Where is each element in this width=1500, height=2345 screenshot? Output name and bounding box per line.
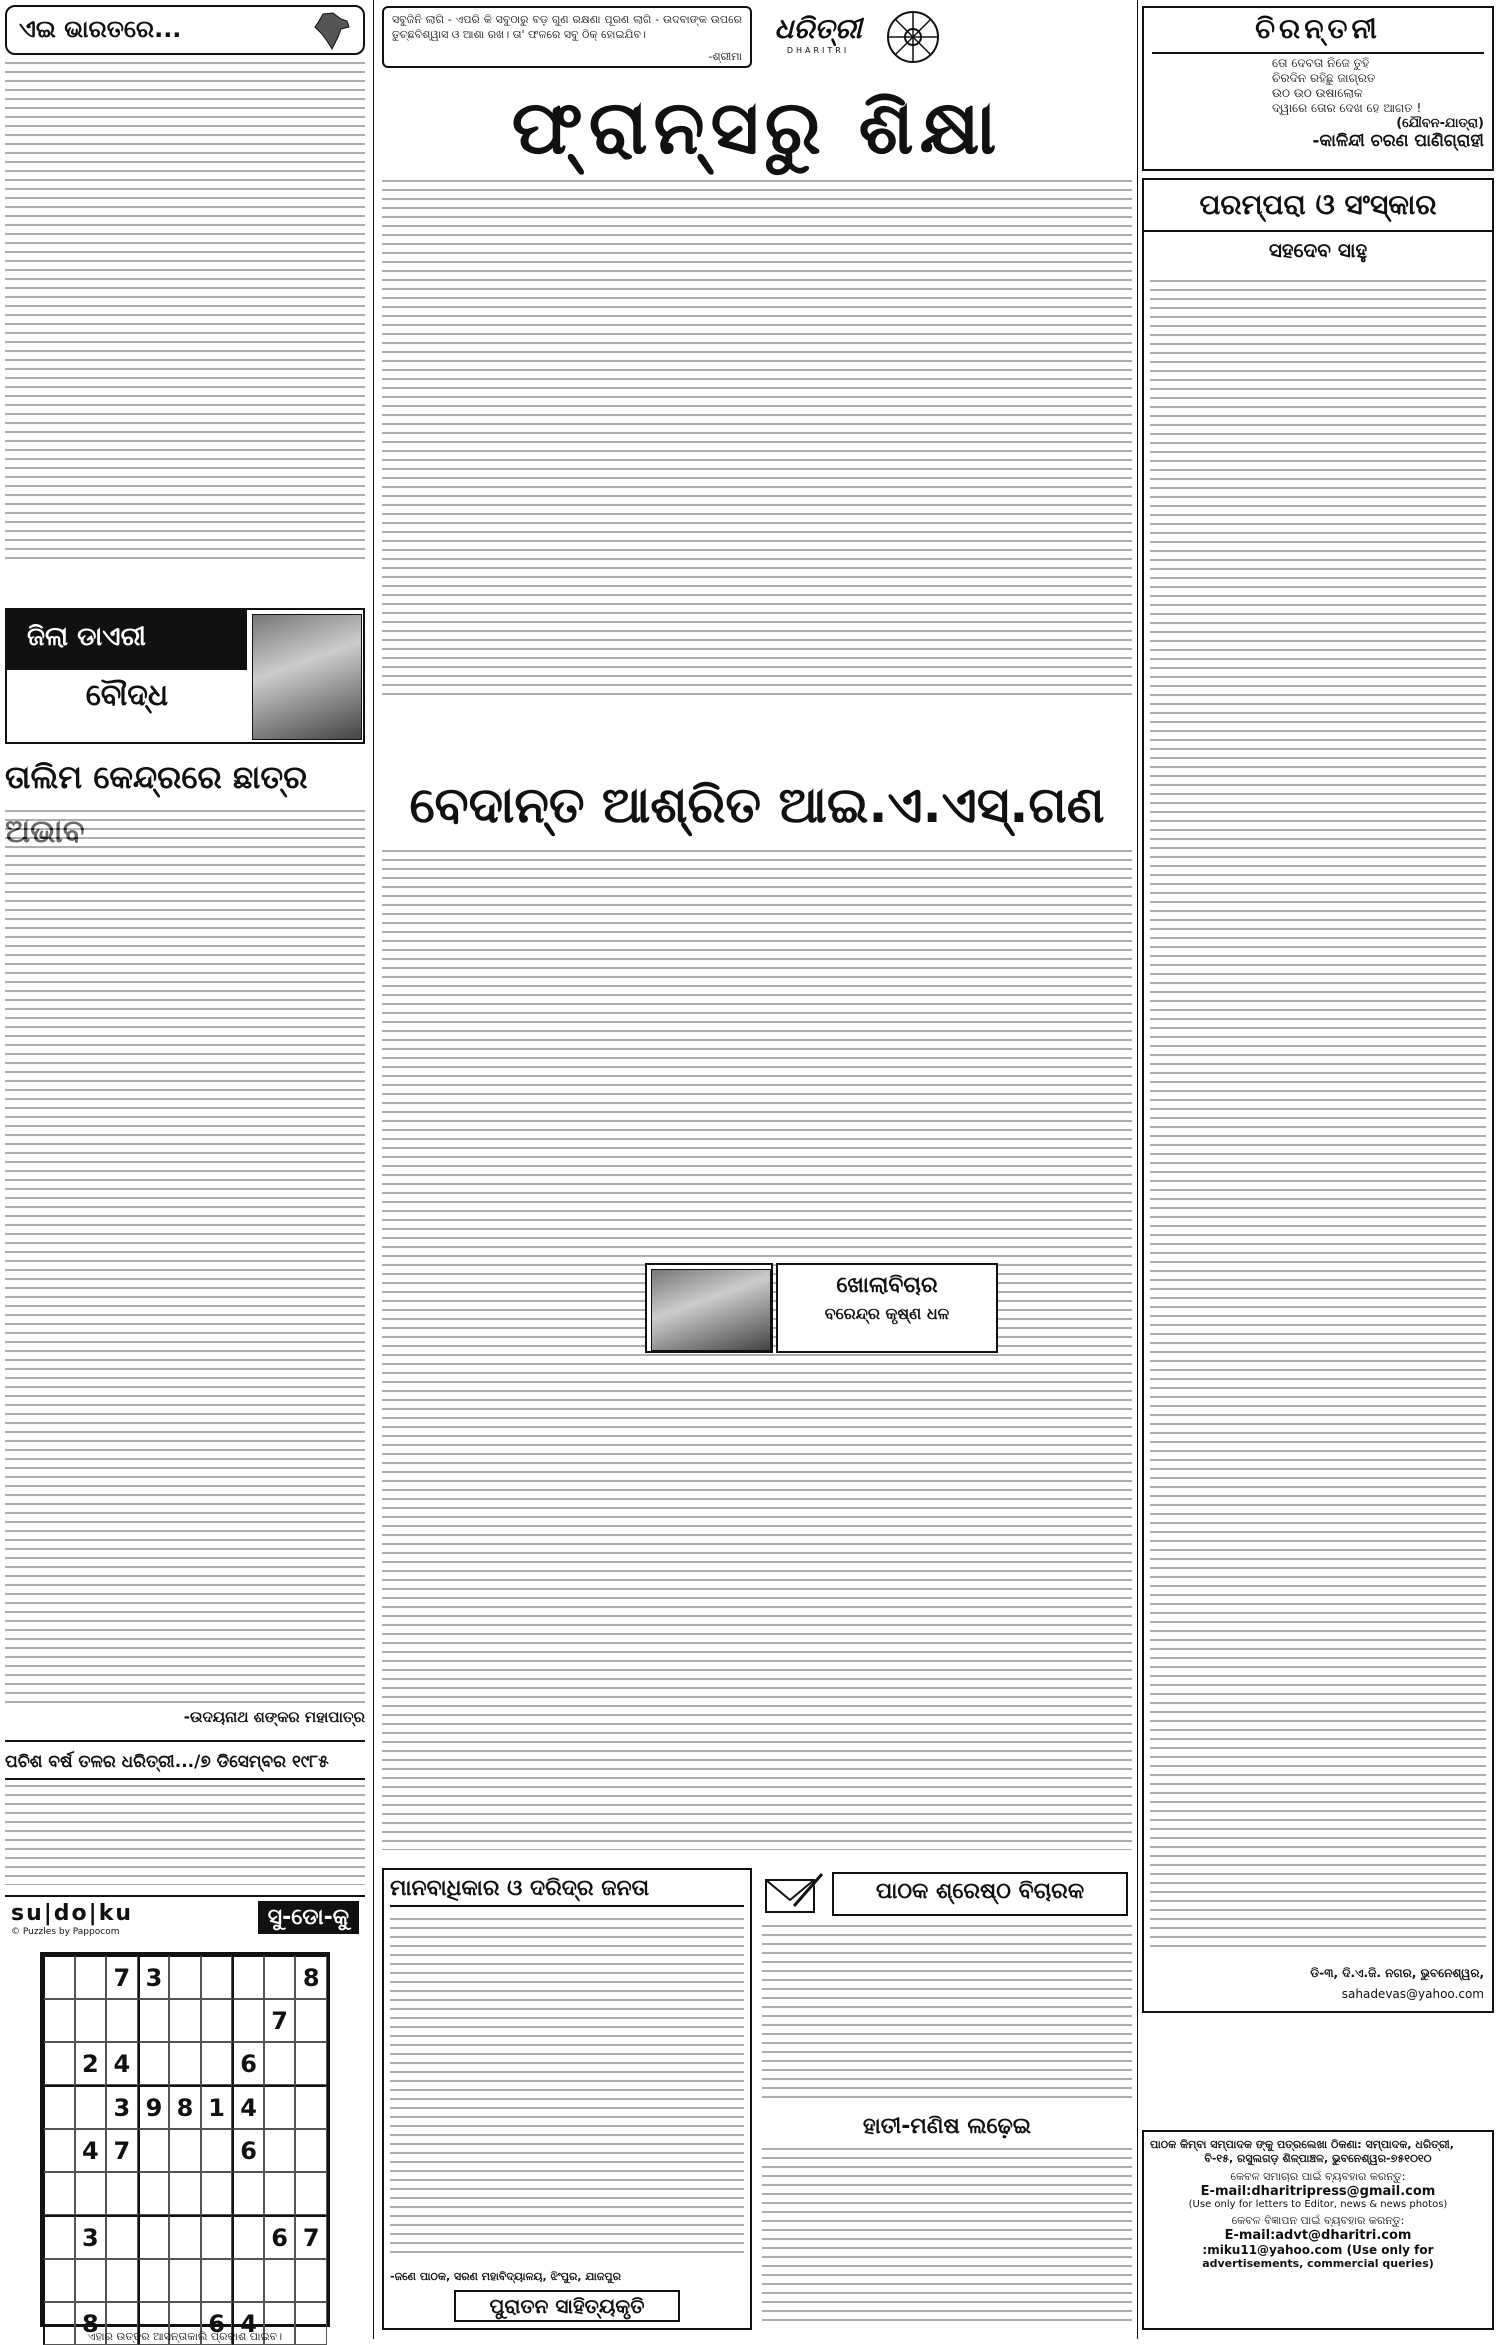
sudoku-cell[interactable]: [295, 2259, 327, 2302]
lead-headline: ଫ୍ରାନ୍ସରୁ ଶିକ୍ଷା: [511, 85, 1003, 171]
contact-box: [1142, 2130, 1494, 2330]
sudoku-credit: © Puzzles by Pappocom: [11, 1927, 120, 1937]
pachisha-title: ପଚିଶ ବର୍ଷ ତଳର ଧରିତ୍ରୀ.../୭ ଡିସେମ୍ବର ୧୯୮୫: [5, 1740, 365, 1780]
sudoku-cell[interactable]: 4: [232, 2085, 264, 2129]
pachisha-article: [5, 1785, 365, 1885]
sudoku-cell[interactable]: [138, 2215, 170, 2259]
paramapara-email: sahadevas@yahoo.com: [1341, 1987, 1484, 2001]
sudoku-cell[interactable]: [43, 2085, 75, 2129]
sudoku-cell[interactable]: 6: [232, 2042, 264, 2085]
sudoku-cell[interactable]: [43, 2302, 75, 2345]
paramapara-section: [1142, 178, 1494, 2013]
sudoku-cell[interactable]: [106, 2259, 138, 2302]
sudoku-cell[interactable]: [106, 2215, 138, 2259]
sudoku-cell[interactable]: [169, 2259, 201, 2302]
sudoku-cell[interactable]: [138, 2042, 170, 2085]
chirantani-line-4: ଦ୍ୱାରେ ତୋର ଦେଖ ହେ ଆଗତ !: [1272, 101, 1422, 115]
sudoku-cell[interactable]: 8: [169, 2085, 201, 2129]
kholabichar-title-box: [776, 1263, 998, 1353]
talim-article: [5, 810, 365, 1705]
manab-byline: -ଜଣେ ପାଠକ, ସରଣ ମହାବିଦ୍ୟାଳୟ, ଝିଂପୁର, ଯାଜପୁର: [390, 2270, 621, 2283]
sudoku-cell[interactable]: [169, 2042, 201, 2085]
sudoku-cell[interactable]: [201, 2259, 233, 2302]
manab-headline: ମାନବାଧିକାର ଓ ଦରିଦ୍ର ଜନତା: [390, 1876, 744, 1907]
sudoku-cell[interactable]: [169, 2129, 201, 2172]
paramapara-article-text: [1150, 280, 1486, 1951]
sudoku-cell[interactable]: [75, 1999, 107, 2042]
sudoku-cell[interactable]: [43, 2172, 75, 2215]
sudoku-cell[interactable]: [264, 2172, 296, 2215]
sudoku-cell[interactable]: 7: [264, 1999, 296, 2042]
sudoku-cell[interactable]: [75, 2172, 107, 2215]
sudoku-cell[interactable]: [106, 1999, 138, 2042]
sudoku-cell[interactable]: [201, 2215, 233, 2259]
talim-headline: ତାଲିମ କେନ୍ଦ୍ରରେ ଛାତ୍ର ଅଭାବ: [5, 758, 308, 850]
kholabichar-title: ଖୋଲାବିଚାର: [836, 1273, 938, 1298]
sudoku-cell[interactable]: 7: [106, 1955, 138, 1999]
top-left-article: [5, 62, 365, 562]
buddha-statue-photo: [252, 614, 362, 740]
sudoku-cell[interactable]: [232, 1955, 264, 1999]
sudoku-cell[interactable]: [138, 2129, 170, 2172]
lead-article: [382, 180, 1132, 700]
top-left-title: ଏଇ ଭାରତରେ...: [19, 15, 182, 43]
district-diary-box: [5, 608, 365, 744]
sudoku-cell[interactable]: 3: [75, 2215, 107, 2259]
contact-note-1: କେବଳ ସମାଚାର ପାଇଁ ବ୍ୟବହାର କରନ୍ତୁ:: [1230, 2170, 1406, 2183]
sudoku-cell[interactable]: 8: [295, 1955, 327, 1999]
sudoku-cell[interactable]: 6: [264, 2215, 296, 2259]
sudoku-cell[interactable]: [232, 1999, 264, 2042]
sudoku-cell[interactable]: [43, 2259, 75, 2302]
sudoku-brand: su|do|ku: [11, 1901, 133, 1926]
contact-email-3[interactable]: :miku11@yahoo.com (Use only for: [1202, 2243, 1434, 2257]
india-map-icon: [311, 11, 353, 51]
sudoku-cell[interactable]: 7: [106, 2129, 138, 2172]
sudoku-cell[interactable]: [43, 1955, 75, 1999]
sudoku-cell[interactable]: 6: [232, 2129, 264, 2172]
contact-email-1-note: (Use only for letters to Editor, news & news photos): [1188, 2199, 1448, 2210]
pathaka-header: [762, 1868, 1132, 1918]
contact-lead: ପାଠକ କିମ୍ବା ସମ୍ପାଦକ ଙ୍କୁ ପତ୍ରଲେଖା ଠିକଣା: ସମ୍ପାଦକ, ଧରିତ୍ରୀ,: [1150, 2138, 1454, 2151]
hati-article: [762, 2148, 1132, 2328]
sudoku-cell[interactable]: [75, 1955, 107, 1999]
masthead-sub: DHARITRI: [786, 46, 850, 55]
district-tag: ବୌଦ୍ଧ: [85, 678, 169, 713]
sudoku-cell[interactable]: [201, 2172, 233, 2215]
sudoku-cell[interactable]: [138, 2172, 170, 2215]
talim-byline: -ଉଦୟନାଥ ଶଙ୍କର ମହାପାତ୍ର: [183, 1708, 365, 1726]
sudoku-cell[interactable]: [295, 2042, 327, 2085]
chirantani-line-5: (ଯୌବନ-ଯାତ୍ରା): [1396, 116, 1484, 131]
chirantani-box: [1142, 6, 1494, 171]
contact-email-2[interactable]: E-mail:advt@dharitri.com: [1224, 2228, 1412, 2243]
sudoku-cell[interactable]: 4: [106, 2042, 138, 2085]
sudoku-cell[interactable]: [138, 2259, 170, 2302]
paramapara-address: ଡି-୩, ଦି.ଏ.ଜି. ନଗର, ଭୁବନେଶ୍ୱର,: [1310, 1966, 1484, 1980]
sudoku-cell[interactable]: [232, 2215, 264, 2259]
sudoku-cell[interactable]: [295, 2085, 327, 2129]
sudoku-cell[interactable]: [295, 2129, 327, 2172]
manab-article-text: [390, 1918, 744, 2258]
envelope-pen-icon: [764, 1870, 824, 1916]
sudoku-cell[interactable]: 1: [201, 2085, 233, 2129]
sudoku-cell[interactable]: 9: [138, 2085, 170, 2129]
sudoku-cell[interactable]: 4: [232, 2302, 264, 2345]
purana-title: ପୁରାତନ ସାହିତ୍ୟକୃତି: [454, 2290, 680, 2322]
contact-email-1[interactable]: E-mail:dharitripress@gmail.com: [1200, 2184, 1436, 2199]
hati-headline: ହାତୀ-ମଣିଷ ଲଢ଼େଇ: [862, 2114, 1032, 2139]
quote-text: ସବୁଜିନି ଲାଗି - ଏପରି କି ସବୁଠାରୁ ବଡ଼ ଗୁଣ ରକ୍ଷଣା ପୂରଣ ଲାଗି - ଉଦବାଙ୍କ ଉପରେ ତୁଚ୍ଛବିଶ୍ୱାସ ଓ ଆଶା ରଖ। ତା' ଫଳରେ ସବୁ ଠିକ୍ ହୋଇଯିବ।: [392, 13, 742, 41]
sudoku-cell[interactable]: 2: [75, 2042, 107, 2085]
manab-box: [382, 1868, 752, 2330]
sudoku-cell[interactable]: [43, 2215, 75, 2259]
chirantani-title: ଚିରନ୍ତନୀ: [1255, 12, 1381, 45]
sudoku-cell[interactable]: [75, 2085, 107, 2129]
sudoku-cell[interactable]: [169, 1999, 201, 2042]
sudoku-cell[interactable]: [201, 1999, 233, 2042]
sudoku-cell[interactable]: 8: [75, 2302, 107, 2345]
sudoku-cell[interactable]: [43, 1999, 75, 2042]
chirantani-line-2: ଚିରଦିନ ରହିଛୁ ଜାଗ୍ରତ: [1272, 71, 1376, 85]
kholabichar-author: ବରେନ୍ଦ୍ର କୃଷ୍ଣ ଧଳ: [824, 1304, 950, 1323]
sudoku-cell[interactable]: 6: [201, 2302, 233, 2345]
pathaka-article: [762, 1925, 1132, 2105]
sudoku-cell[interactable]: [201, 2042, 233, 2085]
sudoku-cell[interactable]: 3: [138, 1955, 170, 1999]
sudoku-cell[interactable]: [264, 2259, 296, 2302]
sudoku-cell[interactable]: [201, 1955, 233, 1999]
sudoku-cell[interactable]: [264, 2085, 296, 2129]
chirantani-line-6: -କାଳିନ୍ଦୀ ଚରଣ ପାଣିଗ୍ରାହୀ: [1312, 131, 1484, 151]
masthead-brand: ଧରିତ୍ରୀ: [774, 12, 862, 45]
contact-address: ବି-୧୫, ରସୁଲଗଡ଼ ଶିଳ୍ପାଞ୍ଚଳ, ଭୁବନେଶ୍ୱର-୭୫୧୦୧୦: [1204, 2152, 1432, 2165]
paramapara-author: ସହଦେବ ସାହୁ: [1268, 238, 1368, 262]
sudoku-cell[interactable]: [201, 2129, 233, 2172]
sudoku-cell[interactable]: [106, 2172, 138, 2215]
sudoku-cell[interactable]: [295, 2302, 327, 2345]
sudoku-cell[interactable]: [169, 2172, 201, 2215]
sudoku-cell[interactable]: [264, 1955, 296, 1999]
paramapara-title: ପରମ୍ପରା ଓ ସଂସ୍କାର: [1144, 180, 1492, 232]
chirantani-line-1: ତୋ ଦେବତା ନିଜେ ତୁହି: [1272, 56, 1370, 70]
district-title: ଜିଲା ଡାଏରୀ: [7, 610, 247, 670]
author-photo: [651, 1269, 771, 1351]
quote-attribution: -ଶ୍ରୀମା: [708, 50, 742, 63]
sudoku-answer-note: ଏହାର ଉତ୍ତର ଆସନ୍ତାକାଲି ପ୍ରକାଶ ପାଇବ।: [87, 2330, 283, 2343]
top-left-header: [5, 5, 365, 55]
kholabichar-box: [645, 1263, 773, 1353]
sudoku-cell[interactable]: [43, 2042, 75, 2085]
sudoku-cell[interactable]: [75, 2259, 107, 2302]
sudoku-cell[interactable]: [169, 1955, 201, 1999]
quote-box: [382, 6, 752, 68]
sudoku-cell[interactable]: 3: [106, 2085, 138, 2129]
sudoku-cell[interactable]: [295, 1999, 327, 2042]
sudoku-cell[interactable]: 7: [295, 2215, 327, 2259]
sudoku-cell[interactable]: 4: [75, 2129, 107, 2172]
sudoku-cell[interactable]: [264, 2129, 296, 2172]
sudoku-cell[interactable]: [232, 2259, 264, 2302]
sudoku-cell[interactable]: [138, 1999, 170, 2042]
masthead: [756, 6, 880, 68]
wheel-emblem-icon: [885, 8, 941, 66]
sudoku-cell[interactable]: [232, 2172, 264, 2215]
pathaka-title: ପାଠକ ଶ୍ରେଷ୍ଠ ବିଚାରକ: [832, 1872, 1128, 1916]
sudoku-cell[interactable]: [295, 2172, 327, 2215]
vedanta-headline: ବେଦାନ୍ତ ଆଶ୍ରିତ ଆଇ.ଏ.ଏସ୍.ଗଣ: [409, 776, 1105, 834]
sudoku-cell[interactable]: [264, 2042, 296, 2085]
contact-note-2: କେବଳ ବିଜ୍ଞାପନ ପାଇଁ ବ୍ୟବହାର କରନ୍ତୁ:: [1231, 2214, 1405, 2227]
sudoku-cell[interactable]: [169, 2215, 201, 2259]
sudoku-header: [5, 1895, 365, 1945]
contact-email-3-note: advertisements, commercial queries): [1202, 2257, 1434, 2270]
sudoku-cell[interactable]: [43, 2129, 75, 2172]
sudoku-title: ସୁ-ଡୋ-କୁ: [258, 1901, 359, 1934]
chirantani-line-3: ଉଠ ଉଠ ଉଷାଲୋକ: [1272, 86, 1363, 100]
